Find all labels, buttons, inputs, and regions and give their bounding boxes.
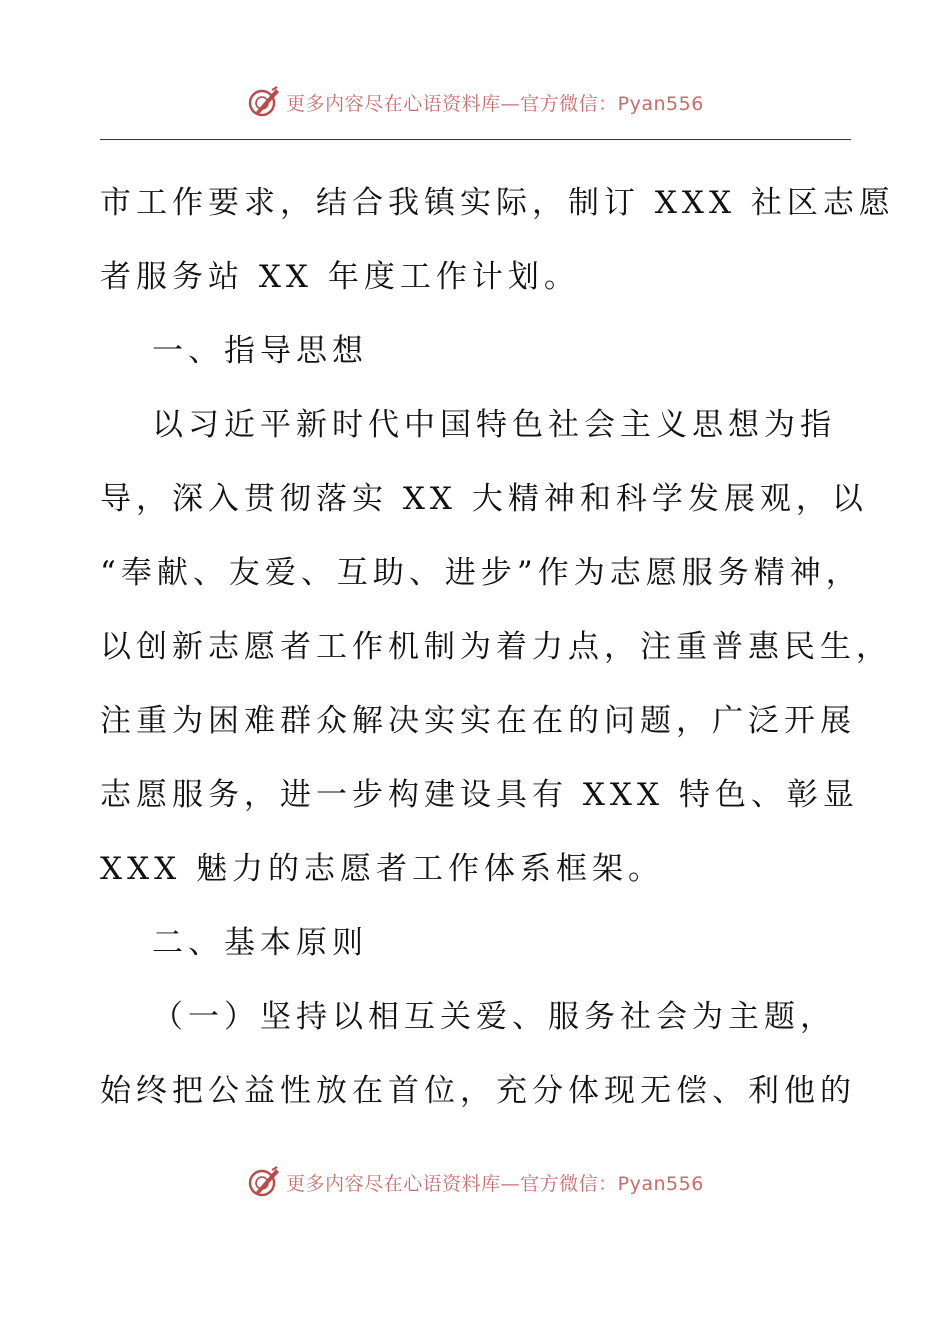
section-heading: 一、指导思想 [152,333,368,369]
paragraph-line: （一）坚持以相互关爱、服务社会为主题， [152,999,836,1035]
header-divider [100,139,851,140]
paragraph-line: 始终把公益性放在首位，充分体现无偿、利他的 [100,1073,856,1109]
document-body [100,166,895,1128]
section-heading: 二、基本原则 [152,925,368,961]
watermark-text: 更多内容尽在心语资料库—官方微信：Pyan556 [286,92,704,115]
paragraph-line: 注重为困难群众解决实实在在的问题，广泛开展 [100,703,856,739]
paragraph-line: “奉献、友爱、互助、进步”作为志愿服务精神， [100,555,862,591]
quill-pen-logo-icon [246,1164,282,1200]
footer-watermark [0,1160,950,1204]
header-watermark [0,80,950,124]
quill-pen-logo-icon [246,84,282,120]
paragraph-line: 导，深入贯彻落实 XX 大精神和科学发展观，以 [100,481,868,517]
paragraph-line: 志愿服务，进一步构建设具有 XXX 特色、彰显 [100,777,859,813]
paragraph-line: 以习近平新时代中国特色社会主义思想为指 [152,407,836,443]
paragraph-line: 以创新志愿者工作机制为着力点，注重普惠民生， [100,629,892,665]
watermark-text: 更多内容尽在心语资料库—官方微信：Pyan556 [286,1172,704,1195]
paragraph-line: 者服务站 XX 年度工作计划。 [100,259,580,295]
paragraph-line: 市工作要求，结合我镇实际，制订 XXX 社区志愿 [100,185,895,221]
paragraph-line: XXX 魅力的志愿者工作体系框架。 [100,851,665,887]
